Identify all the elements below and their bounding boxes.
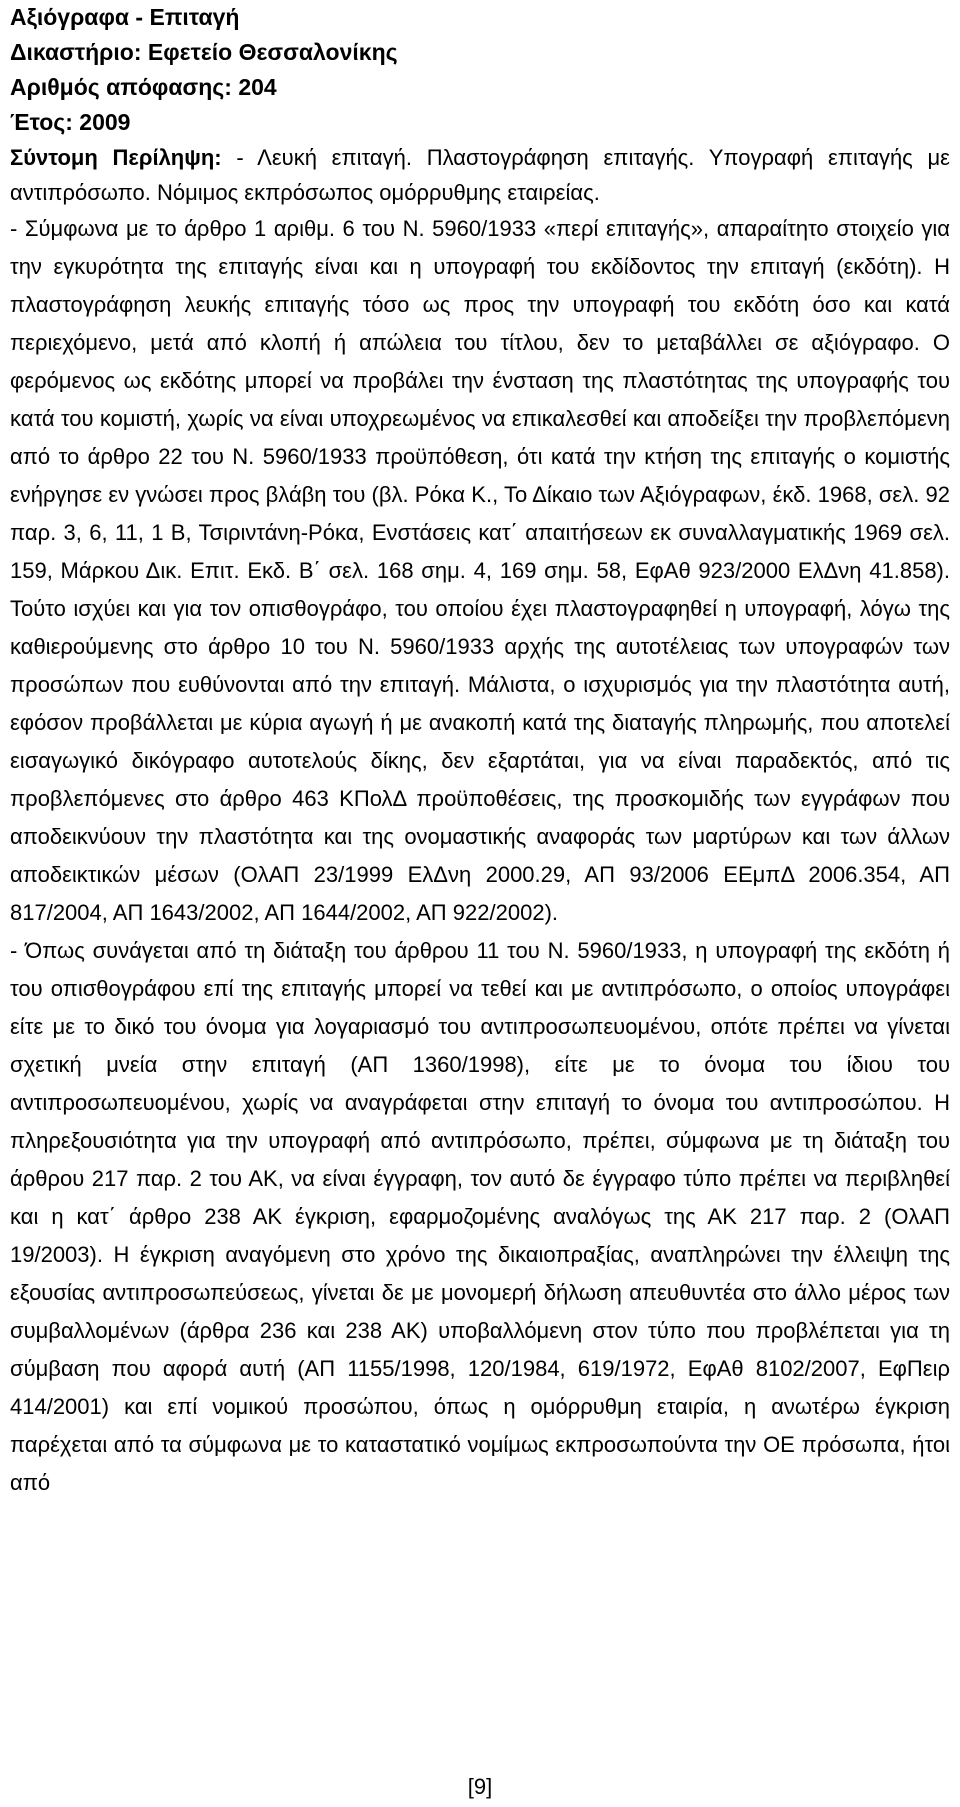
summary-text: - Λευκή επιταγή. Πλαστογράφηση επιταγής. Υπογραφή επιταγής με αντιπρόσωπο. Νόμιμος εκπρόσωπος ομόρρυθμης εταιρείας.: [10, 145, 950, 205]
page-number: [9]: [467, 1774, 493, 1799]
document-title: Αξιόγραφα - Επιταγή: [10, 4, 240, 30]
court-line: Δικαστήριο: Εφετείο Θεσσαλονίκης: [10, 39, 398, 65]
decision-number-line: Αριθμός απόφασης: 204: [10, 74, 277, 100]
summary: [10, 140, 950, 210]
paragraph-2: - Όπως συνάγεται από τη διάταξη του άρθρου 11 του Ν. 5960/1933, η υπογραφή της εκδότη ή του οπισθογράφου επί της επιταγής μπορεί να τεθεί και με αντιπρόσωπο, ο οποίος υπογράφει είτε με το δικό του όνομα για λογαριασμό του αντιπροσωπευομένου, οπότε πρέπει να γίνεται σχετική μνεία στην επιταγή (ΑΠ 1360/1998), είτε με το όνομα του ίδιου του αντιπροσωπευομένου, χωρίς να αναγράφεται στην επιταγή το όνομα του αντιπροσώπου. Η πληρεξουσιότητα για την υπογραφή από αντιπρόσωπο, πρέπει, σύμφωνα με τη διάταξη του άρθρου 217 παρ. 2 του ΑΚ, να είναι έγγραφη, τον αυτό δε έγγραφο τύπο πρέπει να περιβληθεί και η κατ΄ άρθρο 238 ΑΚ έγκριση, εφαρμοζομένης αναλόγως της ΑΚ 217 παρ. 2 (ΟλΑΠ 19/2003). Η έγκριση αναγόμενη στο χρόνο της δικαιοπραξίας, αναπληρώνει την έλλειψη της εξουσίας αντιπροσωπεύσεως, γίνεται δε με μονομερή δήλωση απευθυντέα στο άλλο μέρος των συμβαλλομένων (άρθρα 236 και 238 ΑΚ) υποβαλλόμενη στον τύπο που προβλέπεται για τη σύμβαση που αφορά αυτή (ΑΠ 1155/1998, 120/1984, 619/1972, ΕφΑθ 8102/2007, ΕφΠειρ 414/2001) και επί νομικού προσώπου, όπως η ομόρρυθμη εταιρία, η ανωτέρω έγκριση παρέχεται από τα σύμφωνα με το καταστατικό νομίμως εκπροσωπούντα την ΟΕ πρόσωπα, ήτοι από: [10, 938, 950, 1495]
year-line: Έτος: 2009: [10, 109, 131, 135]
paragraph-1: - Σύμφωνα με το άρθρο 1 αριθμ. 6 του Ν. 5960/1933 «περί επιταγής», απαραίτητο στοιχείο για την εγκυρότητα της επιταγής είναι και η υπογραφή του εκδίδοντος την επιταγή (εκδότη). Η πλαστογράφηση λευκής επιταγής τόσο ως προς την υπογραφή του εκδότη όσο και κατά περιεχόμενο, μετά από κλοπή ή απώλεια του τίτλου, δεν το μεταβάλλει σε αξιόγραφο. Ο φερόμενος ως εκδότης μπορεί να προβάλει την ένσταση της πλαστότητας της υπογραφής του κατά του κομιστή, χωρίς να είναι υποχρεωμένος να επικαλεσθεί και αποδείξει την προβλεπόμενη από το άρθρο 22 του Ν. 5960/1933 προϋπόθεση, ότι κατά την κτήση της επιταγής ο κομιστής ενήργησε εν γνώσει προς βλάβη του (βλ. Ρόκα Κ., Το Δίκαιο των Αξιόγραφων, έκδ. 1968, σελ. 92 παρ. 3, 6, 11, 1 Β, Τσιριντάνη-Ρόκα, Ενστάσεις κατ΄ απαιτήσεων εκ συναλλαγματικής 1969 σελ. 159, Μάρκου Δικ. Επιτ. Εκδ. Β΄ σελ. 168 σημ. 4, 169 σημ. 58, ΕφΑθ 923/2000 ΕλΔνη 41.858). Τούτο ισχύει και για τον οπισθογράφο, του οποίου έχει πλαστογραφηθεί η υπογραφή, λόγω της καθιερούμενης στο άρθρο 10 του Ν. 5960/1933 αρχής της αυτοτέλειας των υπογραφών των προσώπων που ευθύνονται από την επιταγή. Μάλιστα, ο ισχυρισμός για την πλαστότητα αυτή, εφόσον προβάλλεται με κύρια αγωγή ή με ανακοπή κατά της διαταγής πληρωμής, που αποτελεί εισαγωγικό δικόγραφο αυτοτελούς δίκης, δεν εξαρτάται, για να είναι παραδεκτός, από τις προβλεπόμενες στο άρθρο 463 ΚΠολΔ προϋποθέσεις, της προσκομιδής των εγγράφων που αποδεικνύουν την πλαστότητα και της ονομαστικής αναφοράς των μαρτύρων και των άλλων αποδεικτικών μέσων (ΟλΑΠ 23/1999 ΕλΔνη 2000.29, ΑΠ 93/2006 ΕΕμπΔ 2006.354, ΑΠ 817/2004, ΑΠ 1643/2002, ΑΠ 1644/2002, ΑΠ 922/2002).: [10, 216, 950, 925]
summary-label: Σύντομη Περίληψη:: [10, 145, 222, 170]
document-page: [10, 0, 950, 1502]
